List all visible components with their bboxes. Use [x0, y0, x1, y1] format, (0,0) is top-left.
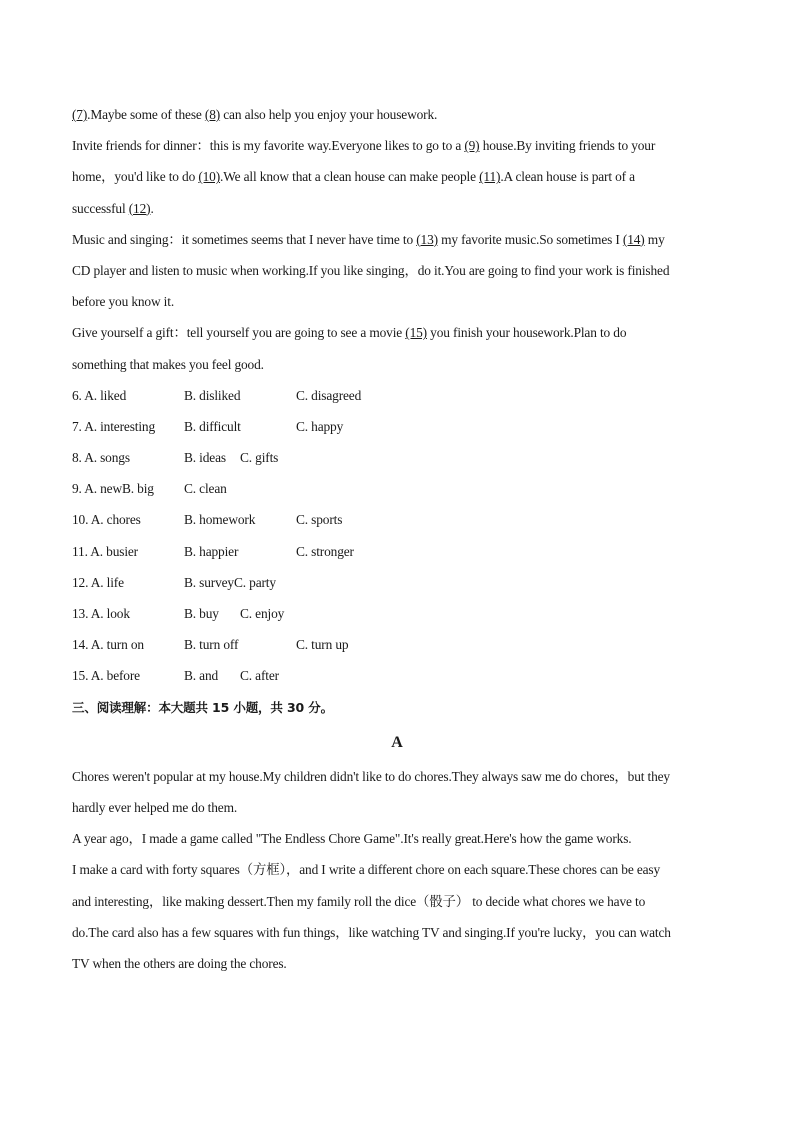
passage-text: home，you'd like to do [72, 169, 199, 185]
option-row [72, 598, 722, 629]
reading-line: and interesting，like making dessert.Then my family roll the dice（骰子） to decide what chores we have to [72, 893, 646, 909]
option-a: 15. A. before [72, 668, 140, 684]
passage-text: can also help you enjoy your housework. [220, 107, 438, 122]
option-a: 12. A. life [72, 574, 124, 590]
option-row [72, 411, 722, 442]
passage-line [72, 224, 722, 255]
option-b: B. homework [184, 512, 256, 528]
blank-14: (14) [622, 231, 645, 247]
reading-line: A year ago，I made a game called "The Endless Chore Game".It's really great.Here's how the game works. [72, 831, 632, 847]
option-row [72, 567, 722, 598]
option-c: C. happy [296, 418, 344, 434]
passage-line [72, 193, 722, 224]
option-c: C. enjoy [240, 606, 285, 621]
option-b: B. and [184, 668, 219, 684]
passage-line [72, 161, 722, 192]
passage-heading: A [391, 733, 403, 751]
passage-text: .A clean house is part of a [500, 169, 635, 185]
passage-text: . [150, 200, 154, 216]
option-c: C. disagreed [296, 387, 362, 403]
option-b: B. buy [184, 606, 219, 621]
document-content [72, 99, 722, 979]
passage-text: Music and singing：it sometimes seems that I never have time to [72, 231, 417, 247]
option-row [72, 380, 722, 411]
reading-line: hardly ever helped me do them. [72, 799, 238, 815]
option-a: 13. A. look [72, 606, 130, 621]
passage-line [72, 130, 722, 161]
passage-line [72, 99, 722, 130]
passage-text: you finish your housework.Plan to do [426, 325, 627, 341]
passage-text: .We all know that a clean house can make people [220, 169, 480, 185]
passage-text: Give yourself a gift：tell yourself you are going to see a movie [72, 325, 406, 341]
option-row [72, 473, 722, 504]
passage-line [72, 317, 722, 348]
option-a: 9. A. newB. big [72, 481, 154, 497]
option-b: B. disliked [184, 387, 241, 403]
option-c: C. gifts [240, 450, 279, 466]
option-b: C. clean [184, 481, 227, 497]
section-title: 三、阅读理解：本大题共 15 小题，共 30 分。 [72, 699, 333, 715]
option-c: C. stronger [296, 543, 354, 559]
blank-7: (7) [72, 107, 88, 122]
passage-text: .Maybe some of these [87, 107, 205, 122]
option-b: B. surveyC. party [184, 574, 276, 590]
blank-11: (11) [479, 169, 501, 185]
passage-text: my favorite music.So sometimes I [437, 231, 623, 247]
option-row [72, 660, 722, 691]
option-b: B. difficult [184, 418, 241, 434]
option-a: 6. A. liked [72, 387, 127, 403]
option-a: 8. A. songs [72, 450, 130, 466]
option-a: 7. A. interesting [72, 418, 155, 434]
reading-line: do.The card also has a few squares with fun things，like watching TV and singing.If you're lucky，you can watch [72, 924, 671, 940]
passage-line: CD player and listen to music when working.If you like singing，do it.You are going to find your work is finished [72, 262, 670, 278]
blank-12: (12) [128, 200, 151, 216]
reading-line: TV when the others are doing the chores. [72, 955, 287, 971]
option-b: B. ideas [184, 450, 226, 466]
option-row [72, 536, 722, 567]
option-a: 11. A. busier [72, 543, 138, 559]
passage-text: Invite friends for dinner：this is my favorite way.Everyone likes to go to a [72, 138, 465, 154]
passage-line: something that makes you feel good. [72, 356, 264, 372]
option-b: B. turn off [184, 637, 239, 653]
blank-15: (15) [405, 325, 427, 341]
option-row [72, 442, 722, 473]
option-a: 10. A. chores [72, 512, 141, 528]
passage-text: successful [72, 200, 129, 216]
option-a: 14. A. turn on [72, 637, 144, 653]
passage-text: my [644, 231, 665, 247]
passage-line: before you know it. [72, 294, 175, 310]
blank-8: (8) [204, 107, 221, 122]
option-c: C. sports [296, 512, 343, 528]
option-b: B. happier [184, 543, 239, 559]
option-row [72, 629, 722, 660]
option-c: C. turn up [296, 637, 349, 653]
blank-10: (10) [198, 169, 221, 185]
passage-text: house.By inviting friends to your [479, 138, 656, 154]
blank-9: (9) [464, 138, 480, 154]
option-c: C. after [240, 668, 279, 684]
blank-13: (13) [416, 231, 438, 247]
reading-line: I make a card with forty squares（方框），and I write a different chore on each square.These chores can be easy [72, 862, 661, 878]
reading-line: Chores weren't popular at my house.My children didn't like to do chores.They always saw me do chores，but they [72, 768, 670, 784]
option-row [72, 504, 722, 535]
